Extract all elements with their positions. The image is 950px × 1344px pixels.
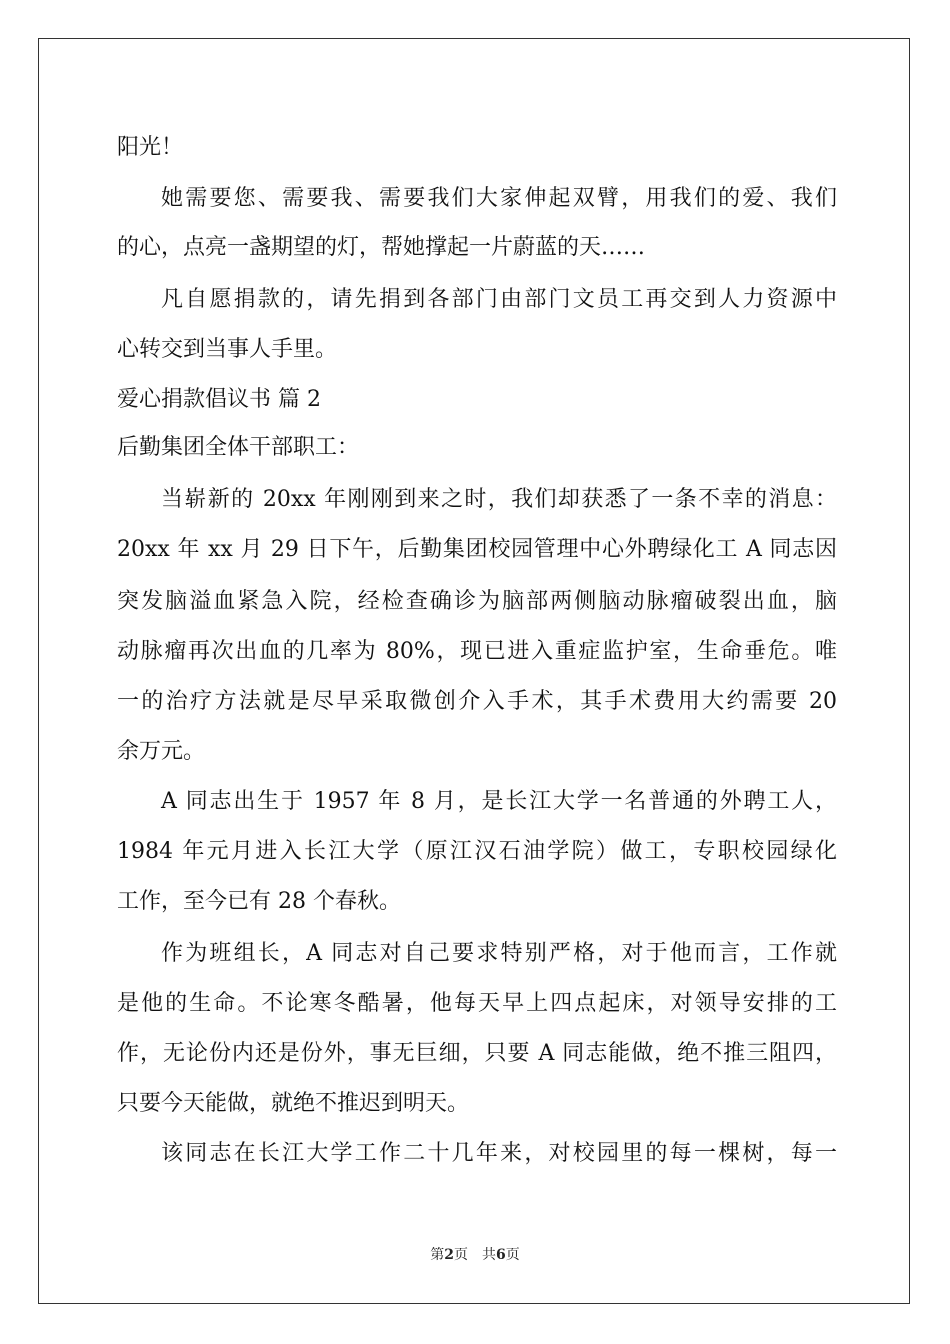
salutation: 后勤集团全体干部职工： bbox=[117, 435, 360, 460]
text-line: 心转交到当事人手里。 bbox=[117, 337, 338, 362]
paragraph-line: 当崭新的 20xx 年刚刚到来之时，我们却获悉了一条不幸的消息： bbox=[161, 487, 837, 512]
text-line: 作，无论份内还是份外，事无巨细，只要 A 同志能做，绝不推三阻四， bbox=[117, 1041, 837, 1066]
paragraph-line: A 同志出生于 1957 年 8 月，是长江大学一名普通的外聘工人， bbox=[161, 789, 837, 814]
page-total: 6 bbox=[496, 1247, 506, 1263]
text-line: 一的治疗方法就是尽早采取微创介入手术，其手术费用大约需要 20 bbox=[117, 689, 837, 714]
text-line: 工作，至今已有 28 个春秋。 bbox=[117, 889, 401, 914]
page-prefix: 第 bbox=[430, 1247, 445, 1263]
total-prefix: 共 bbox=[482, 1247, 496, 1263]
text-line: 阳光！ bbox=[117, 135, 184, 160]
paragraph-line: 她需要您、需要我、需要我们大家伸起双臂，用我们的爱、我们 bbox=[161, 186, 837, 211]
text-line: 只要今天能做，就绝不推迟到明天。 bbox=[117, 1091, 470, 1116]
text-line: 余万元。 bbox=[117, 739, 206, 764]
text-line: 的心，点亮一盏期望的灯，帮她撑起一片蔚蓝的天…… bbox=[117, 235, 646, 260]
text-line: 1984 年元月进入长江大学（原江汉石油学院）做工，专职校园绿化 bbox=[117, 839, 837, 864]
text-line: 突发脑溢血紧急入院，经检查确诊为脑部两侧脑动脉瘤破裂出血，脑 bbox=[117, 589, 837, 614]
text-line: 动脉瘤再次出血的几率为 80%，现已进入重症监护室，生命垂危。唯 bbox=[117, 639, 837, 664]
text-line: 是他的生命。不论寒冬酷暑，他每天早上四点起床，对领导安排的工 bbox=[117, 991, 837, 1016]
paragraph-line: 作为班组长，A 同志对自己要求特别严格，对于他而言，工作就 bbox=[161, 941, 837, 966]
page-footer bbox=[0, 1244, 950, 1264]
paragraph-line: 该同志在长江大学工作二十几年来，对校园里的每一棵树，每一 bbox=[161, 1141, 837, 1166]
section-heading: 爱心捐款倡议书 篇 2 bbox=[117, 387, 321, 412]
page-suffix: 页 bbox=[454, 1247, 468, 1263]
total-suffix: 页 bbox=[505, 1247, 520, 1263]
page-current: 2 bbox=[444, 1247, 454, 1263]
text-line: 20xx 年 xx 月 29 日下午，后勤集团校园管理中心外聘绿化工 A 同志因 bbox=[117, 537, 837, 562]
paragraph-line: 凡自愿捐款的，请先捐到各部门由部门文员工再交到人力资源中 bbox=[161, 287, 837, 312]
